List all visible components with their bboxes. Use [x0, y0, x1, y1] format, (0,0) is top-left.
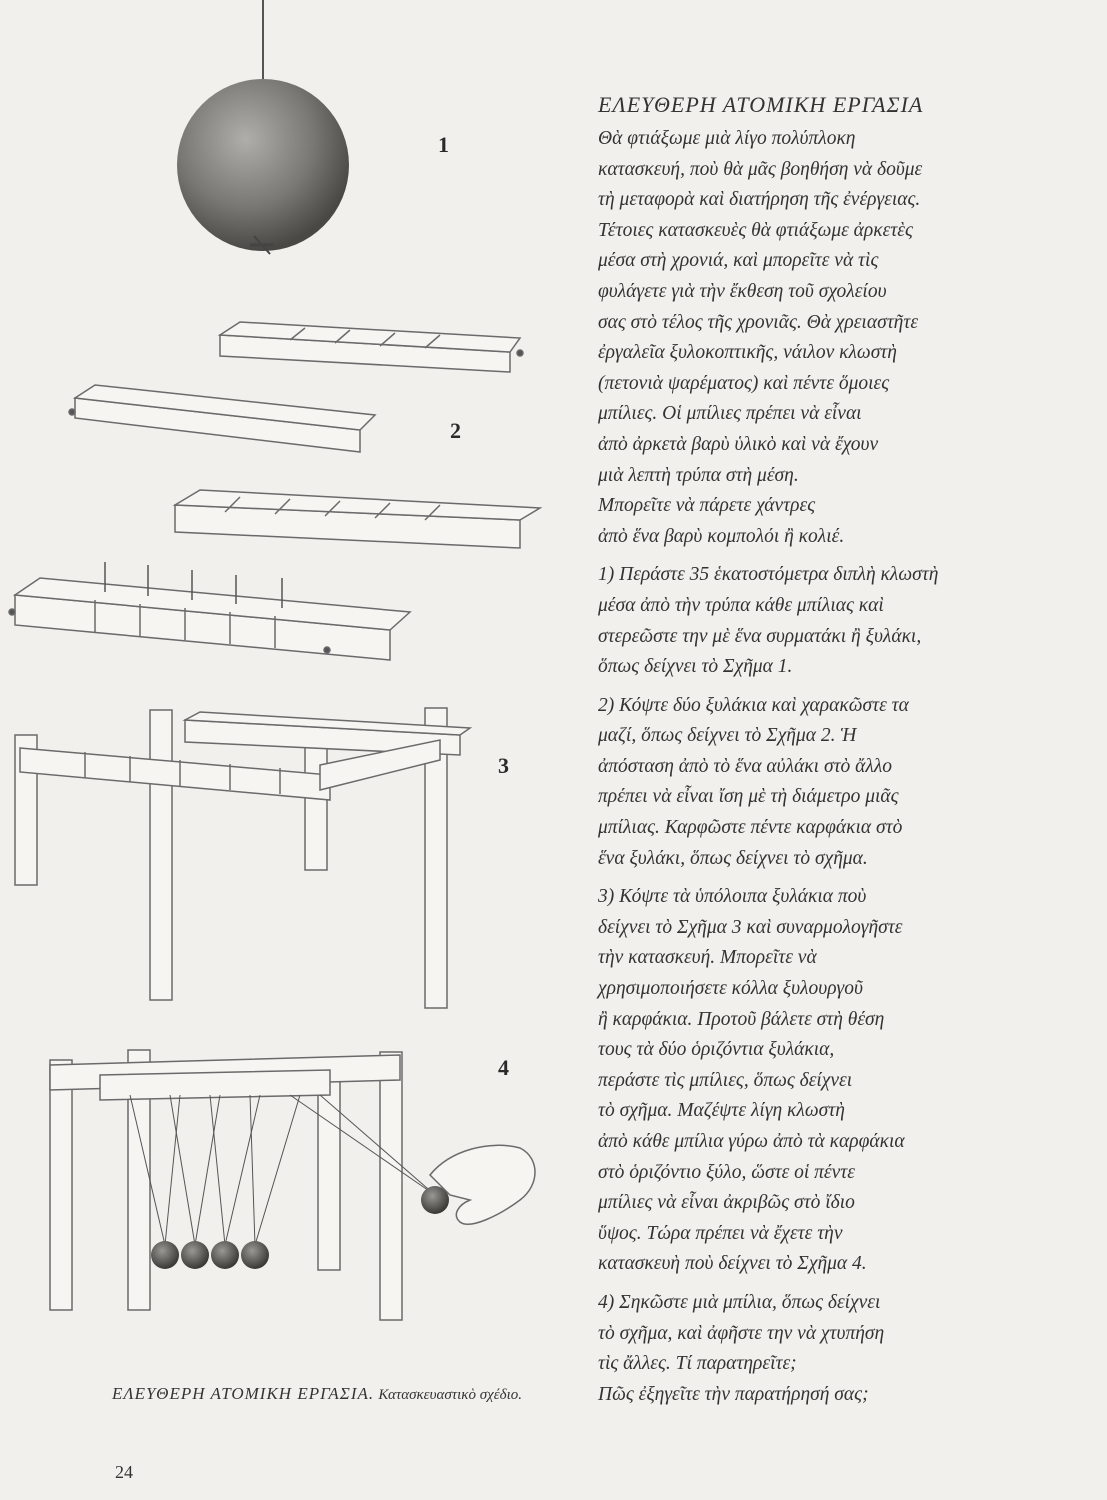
- step-4-paragraph: 4) Σηκῶστε μιὰ μπίλια, ὅπως δείχνει τὸ σχῆμα, καὶ ἀφῆστε την νὰ χτυπήση τὶς ἄλλες. Τί παρατηρεῖτε; Πῶς ἐξηγεῖτε τὴν παρατήρησή σας;: [598, 1291, 885, 1405]
- figure-1-ball: [177, 0, 349, 254]
- article-text: [598, 92, 1068, 1418]
- page-number: 24: [115, 1462, 133, 1482]
- construction-illustration: [0, 0, 590, 1400]
- figure-label-3: 3: [498, 753, 509, 778]
- figure-label-4: 4: [498, 1055, 509, 1080]
- figure-2-assembly: [9, 490, 540, 660]
- caption-description: Κατασκευαστικὸ σχέδιο.: [378, 1387, 523, 1403]
- article-title: ΕΛΕΥΘΕΡΗ ΑΤΟΜΙΚΗ ΕΡΓΑΣΙΑ: [598, 92, 924, 117]
- figure-4-cradle: [50, 1050, 535, 1320]
- figure-label-2: 2: [450, 418, 461, 443]
- intro-paragraph: Θὰ φτιάξωμε μιὰ λίγο πολύπλοκη κατασκευή, ποὺ θὰ μᾶς βοηθήση νὰ δοῦμε τὴ μεταφορὰ καὶ διατήρηση τῆς ἐνέργειας. Τέτοιες κατασκευὲς θὰ φτιάξωμε ἀρκετὲς μέσα στὴ χρονιά, καὶ μπορεῖτε νὰ τὶς φυλάγετε γιὰ τὴν ἔκθεση τοῦ σχολείου σας στὸ τέλος τῆς χρονιᾶς. Θὰ χρειαστῆτε ἐργαλεῖα ξυλοκοπτικῆς, νάιλον κλωστὴ (πετονιὰ ψαρέματος) καὶ πέντε ὅμοιες μπίλιες. Οἱ μπίλιες πρέπει νὰ εἶναι ἀπὸ ἀρκετὰ βαρὺ ὑλικὸ καὶ νὰ ἔχουν μιὰ λεπτὴ τρύπα στὴ μέση. Μπορεῖτε νὰ πάρετε χάντρες ἀπὸ ἕνα βαρὺ κομπολόι ἢ κολιέ.: [598, 128, 923, 547]
- step-1-paragraph: 1) Περάστε 35 ἑκατοστόμετρα διπλὴ κλωστὴ μέσα ἀπὸ τὴν τρύπα κάθε μπίλιας καὶ στερεῶστε την μὲ ἕνα συρματάκι ἢ ξυλάκι, ὅπως δείχνει τὸ Σχῆμα 1.: [598, 564, 939, 678]
- caption-title: ΕΛΕΥΘΕΡΗ ΑΤΟΜΙΚΗ ΕΡΓΑΣΙΑ.: [112, 1384, 375, 1403]
- step-2-paragraph: 2) Κόψτε δύο ξυλάκια καὶ χαρακῶστε τα μαζί, ὅπως δείχνει τὸ Σχῆμα 2. Ἡ ἀπόσταση ἀπὸ τὸ ἕνα αὐλάκι στὸ ἄλλο πρέπει νὰ εἶναι ἴση μὲ τὴ διάμετρο μιᾶς μπίλιας. Καρφῶστε πέντε καρφάκια στὸ ἕνα ξυλάκι, ὅπως δείχνει τὸ σχῆμα.: [598, 694, 909, 869]
- step-3-paragraph: 3) Κόψτε τὰ ὑπόλοιπα ξυλάκια ποὺ δείχνει τὸ Σχῆμα 3 καὶ συναρμολογῆστε τὴν κατασκευή. Μπορεῖτε νὰ χρησιμοποιήσετε κόλλα ξυλουργοῦ ἢ καρφάκια. Προτοῦ βάλετε στὴ θέση τους τὰ δύο ὁριζόντια ξυλάκια, περάστε τὶς μπίλιες, ὅπως δείχνει τὸ σχῆμα. Μαζέψτε λίγη κλωστὴ ἀπὸ κάθε μπίλια γύρω ἀπὸ τὰ καρφάκια στὸ ὁριζόντιο ξύλο, ὥστε οἱ πέντε μπίλιες νὰ εἶναι ἀκριβῶς στὸ ἴδιο ὕψος. Τώρα πρέπει νὰ ἔχετε τὴν κατασκευὴ ποὺ δείχνει τὸ Σχῆμα 4.: [598, 886, 905, 1275]
- figure-caption: [112, 1380, 592, 1409]
- figure-3-frame: [15, 708, 470, 1008]
- figure-label-1: 1: [438, 132, 449, 157]
